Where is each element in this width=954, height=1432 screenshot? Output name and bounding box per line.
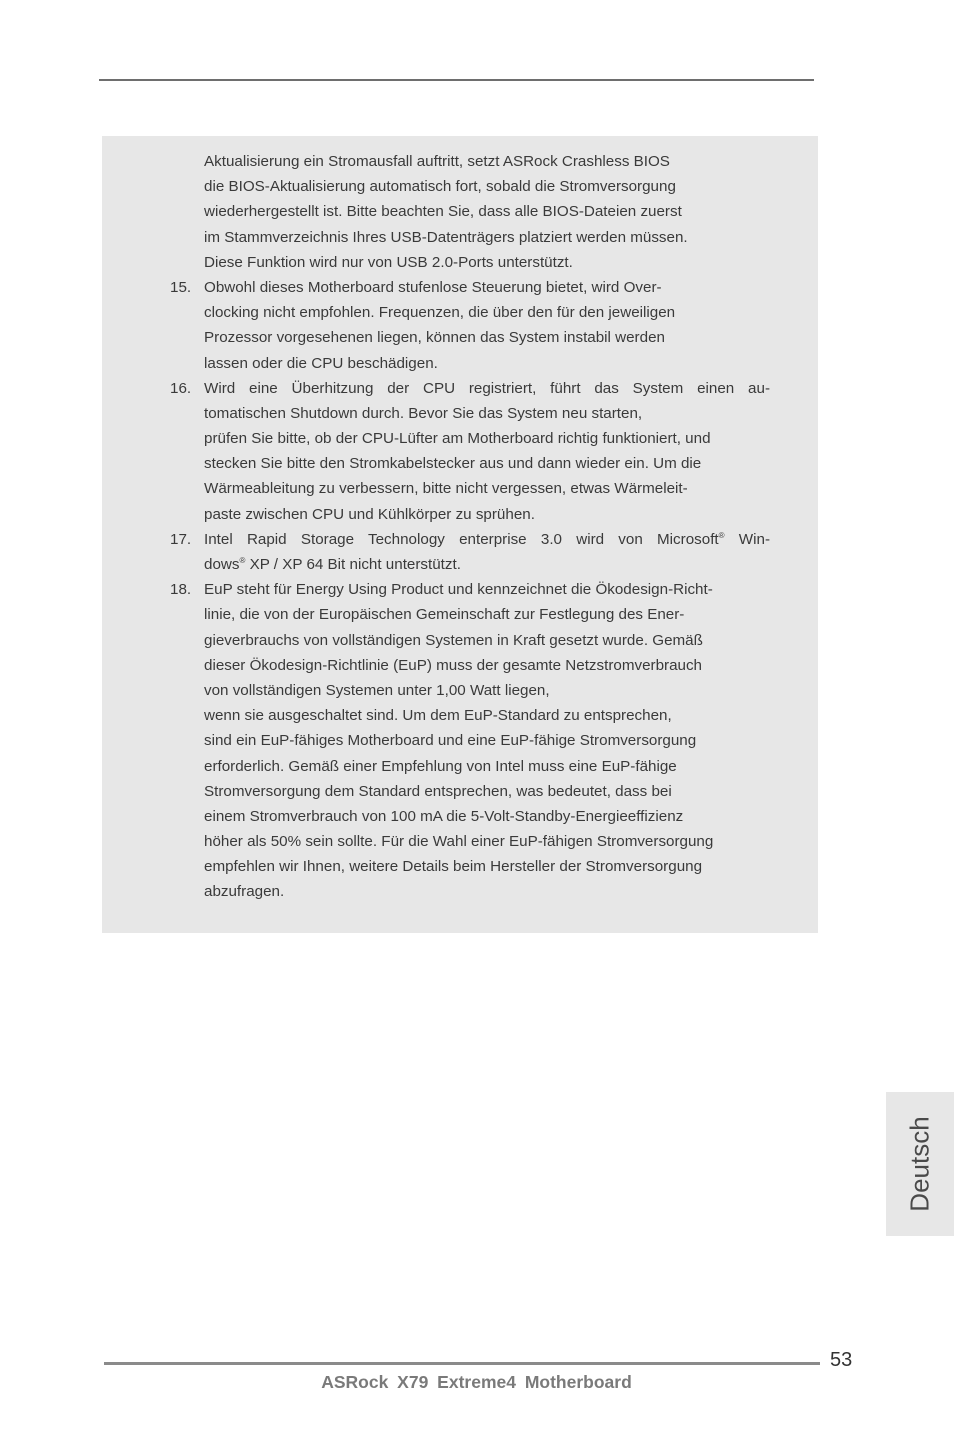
note-16 [102,376,818,527]
note-line: Prozessor vorgesehenen liegen, können das System instabil werden [204,329,665,347]
note-17 [102,527,818,577]
note-line: Wärmeableitung zu verbessern, bitte nicht vergessen, etwas Wärmeleit- [204,480,688,498]
note-line: Obwohl dieses Motherboard stufenlose Steuerung bietet, wird Over- [204,278,662,296]
note-text: dows [204,556,240,573]
notes-panel [102,136,818,933]
note-line: Wird eine Überhitzung der CPU registriert, führt das System einen au- [204,379,770,397]
footer-rule [104,1362,820,1365]
note-line: stecken Sie bitte den Stromkabelstecker aus und dann wieder ein. Um die [204,455,702,473]
note-line: sind ein EuP-fähiges Motherboard und eine EuP-fähige Stromversorgung [204,732,697,750]
note-text: Win- [724,530,770,548]
note-15 [102,275,818,376]
footer-title: ASRock X79 Extreme4 Motherboard [321,1372,632,1392]
note-18 [102,577,818,904]
note-line: von vollständigen Systemen unter 1,00 Watt liegen, [204,681,550,699]
note-line: wenn sie ausgeschaltet sind. Um dem EuP-Standard zu entsprechen, [204,707,672,725]
note-line: Diese Funktion wird nur von USB 2.0-Ports unterstützt. [204,253,573,271]
page-number: 53 [830,1349,853,1371]
note-line [204,552,818,577]
note-number: 18. [170,581,192,599]
header-rule [99,79,814,81]
note-text: XP / XP 64 Bit nicht unterstützt. [245,556,461,573]
note-line: EuP steht für Energy Using Product und kennzeichnet die Ökodesign-Richt- [204,581,713,599]
note-line: empfehlen wir Ihnen, weitere Details beim Hersteller der Stromversorgung [204,858,703,876]
note-line: prüfen Sie bitte, ob der CPU-Lüfter am Motherboard richtig funktioniert, und [204,430,711,448]
note-line: dieser Ökodesign-Richtlinie (EuP) muss der gesamte Netzstromverbrauch [204,656,703,674]
note-line: höher als 50% sein sollte. Für die Wahl einer EuP-fähigen Stromversorgung [204,833,714,851]
note-number: 15. [170,278,192,296]
language-label: Deutsch [904,1116,935,1212]
note-line: linie, die von der Europäischen Gemeinschaft zur Festlegung des Ener- [204,606,685,624]
note-line: tomatischen Shutdown durch. Bevor Sie das System neu starten, [204,404,643,422]
notes-list [102,149,818,905]
note-line: wiederhergestellt ist. Bitte beachten Sie, dass alle BIOS-Dateien zuerst [204,203,682,221]
note-14-continuation [102,149,818,275]
note-number: 17. [170,530,192,548]
registered-mark: ® [239,556,246,565]
note-line: paste zwischen CPU und Kühlkörper zu sprühen. [204,505,535,523]
registered-mark: ® [718,530,725,540]
note-line: Aktualisierung ein Stromausfall auftritt, setzt ASRock Crashless BIOS [204,153,670,170]
note-line: die BIOS-Aktualisierung automatisch fort, sobald die Stromversorgung [204,178,676,196]
note-text: Intel Rapid Storage Technology enterprise 3.0 wird von Microsoft [204,530,719,548]
language-tab [886,1092,954,1236]
note-line: erforderlich. Gemäß einer Empfehlung von Intel muss eine EuP-fähige [204,757,677,775]
note-line: im Stammverzeichnis Ihres USB-Datenträgers platziert werden müssen. [204,228,688,246]
note-line: clocking nicht empfohlen. Frequenzen, die über den für den jeweiligen [204,304,676,322]
note-line: einem Stromverbrauch von 100 mA die 5-Volt-Standby-Energieeffizienz [204,807,684,825]
note-line: abzufragen. [204,883,285,901]
note-number: 16. [170,379,192,397]
note-line: Stromversorgung dem Standard entsprechen, was bedeutet, dass bei [204,782,672,800]
note-line: gieverbrauchs von vollständigen Systemen in Kraft gesetzt wurde. Gemäß [204,631,703,649]
note-line [204,527,770,552]
note-line: lassen oder die CPU beschädigen. [204,354,438,372]
